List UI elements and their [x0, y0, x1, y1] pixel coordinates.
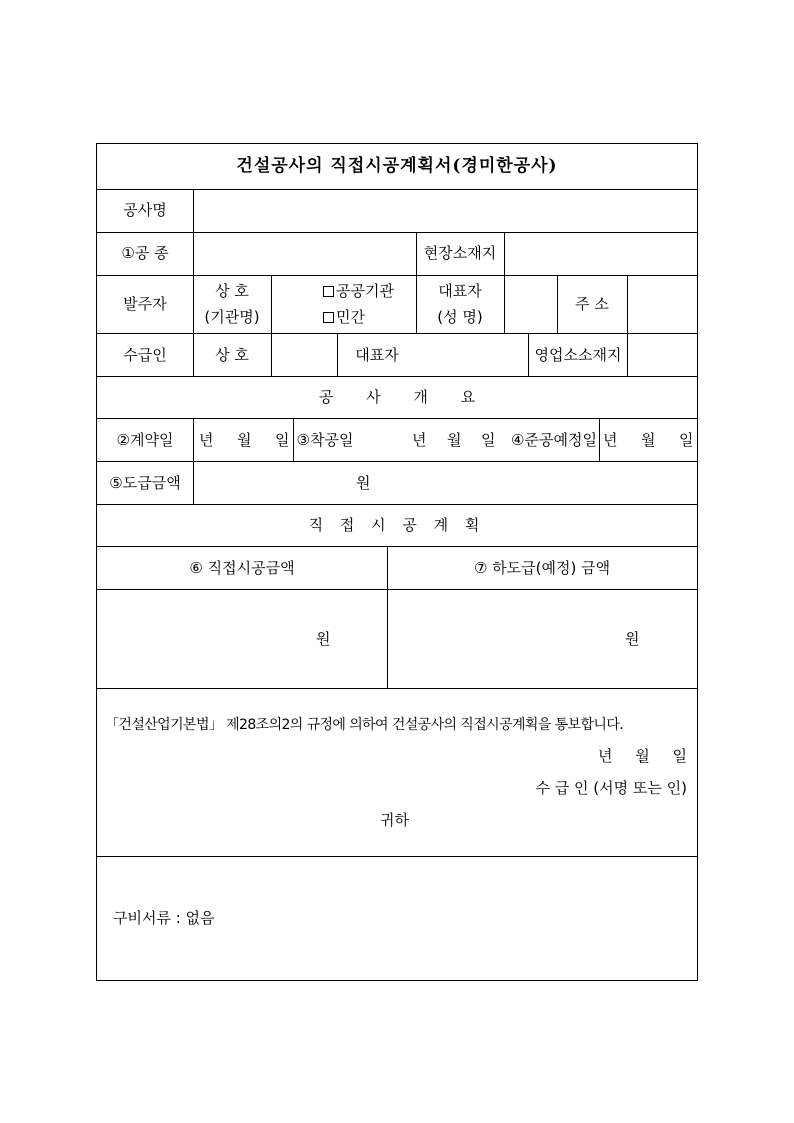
project-name-label: 공사명 [123, 201, 167, 219]
site-location-label: 현장소재지 [423, 244, 497, 262]
row-divider [97, 275, 697, 276]
col-divider [557, 275, 558, 333]
contractor-label: 수급인 [123, 346, 167, 364]
client-trade-name-label: 상 호 [215, 282, 249, 300]
subcontract-amount-field[interactable] [388, 590, 696, 688]
contract-month-label: 월 [237, 431, 252, 449]
contract-day-label: 일 [275, 431, 290, 449]
site-location-field[interactable] [505, 233, 696, 275]
public-org-label: 공공기관 [336, 282, 394, 300]
completion-month-label: 월 [641, 431, 656, 449]
client-rep-name-label: (성 명) [437, 308, 483, 326]
project-name-field[interactable] [194, 190, 696, 232]
completion-date-label: ④준공예정일 [511, 431, 597, 449]
contractor-representative-label: 대표자 [355, 346, 399, 364]
contractor-trade-name-label: 상 호 [215, 346, 249, 364]
plan-heading: 직 접 시 공 계 획 [308, 516, 486, 534]
notice-date: 년 월 일 [597, 747, 687, 765]
client-org-name-label: (기관명) [204, 308, 260, 326]
row-divider [97, 504, 697, 505]
contract-date-label: ②계약일 [116, 431, 174, 449]
start-month-label: 월 [447, 431, 462, 449]
direct-amount-unit: 원 [316, 630, 331, 648]
notice-addressee: 귀하 [380, 811, 409, 829]
checkbox-icon[interactable] [323, 312, 334, 323]
start-date-label: ③착공일 [296, 431, 354, 449]
contract-amount-unit: 원 [356, 474, 371, 492]
public-org-option[interactable] [323, 284, 394, 299]
subcontract-amount-unit: 원 [625, 630, 640, 648]
contract-year-label: 년 [199, 431, 214, 449]
subcontract-amount-label: ⑦ 하도급(예정) 금액 [473, 559, 611, 577]
col-divider [337, 333, 338, 376]
office-location-field[interactable] [628, 334, 696, 376]
row-divider [97, 546, 697, 547]
col-divider [528, 333, 529, 376]
contract-amount-field[interactable] [194, 462, 696, 504]
row-divider [97, 376, 697, 377]
completion-day-label: 일 [679, 431, 694, 449]
attachments-note: 구비서류 : 없음 [113, 909, 215, 927]
office-location-label: 영업소소재지 [534, 346, 622, 364]
contractor-representative-field[interactable] [417, 334, 528, 376]
work-type-label: ①공 종 [121, 244, 169, 262]
notice-text: 「건설산업기본법」 제28조의2의 규정에 의하여 건설공사의 직접시공계획을 통보합니다. [105, 717, 624, 733]
client-address-field[interactable] [628, 276, 696, 333]
private-label: 민간 [336, 308, 365, 326]
direct-amount-field[interactable] [97, 590, 387, 688]
contract-amount-label: ⑤도급금액 [109, 474, 181, 492]
col-divider [193, 333, 194, 376]
client-trade-name-field[interactable] [272, 276, 321, 333]
col-divider [416, 232, 417, 333]
work-type-field[interactable] [194, 233, 416, 275]
row-divider [97, 856, 697, 857]
private-option[interactable] [323, 310, 365, 325]
row-divider [97, 418, 697, 419]
checkbox-icon[interactable] [323, 286, 334, 297]
direct-amount-label: ⑥ 직접시공금액 [189, 559, 295, 577]
notice-signer: 수 급 인 (서명 또는 인) [535, 779, 687, 797]
client-address-label: 주 소 [575, 295, 609, 313]
client-representative-field[interactable] [505, 276, 557, 333]
client-representative-label: 대표자 [438, 282, 482, 300]
contractor-trade-name-field[interactable] [272, 334, 337, 376]
overview-heading: 공 사 개 요 [318, 388, 490, 406]
direct-construction-plan-form [96, 143, 698, 981]
col-divider [599, 418, 600, 461]
form-title: 건설공사의 직접시공계획서(경미한공사) [236, 156, 558, 176]
row-divider [97, 333, 697, 334]
start-year-label: 년 [412, 431, 427, 449]
col-divider [293, 418, 294, 461]
start-day-label: 일 [481, 431, 496, 449]
completion-year-label: 년 [603, 431, 618, 449]
client-label: 발주자 [123, 295, 167, 313]
row-divider [97, 688, 697, 689]
